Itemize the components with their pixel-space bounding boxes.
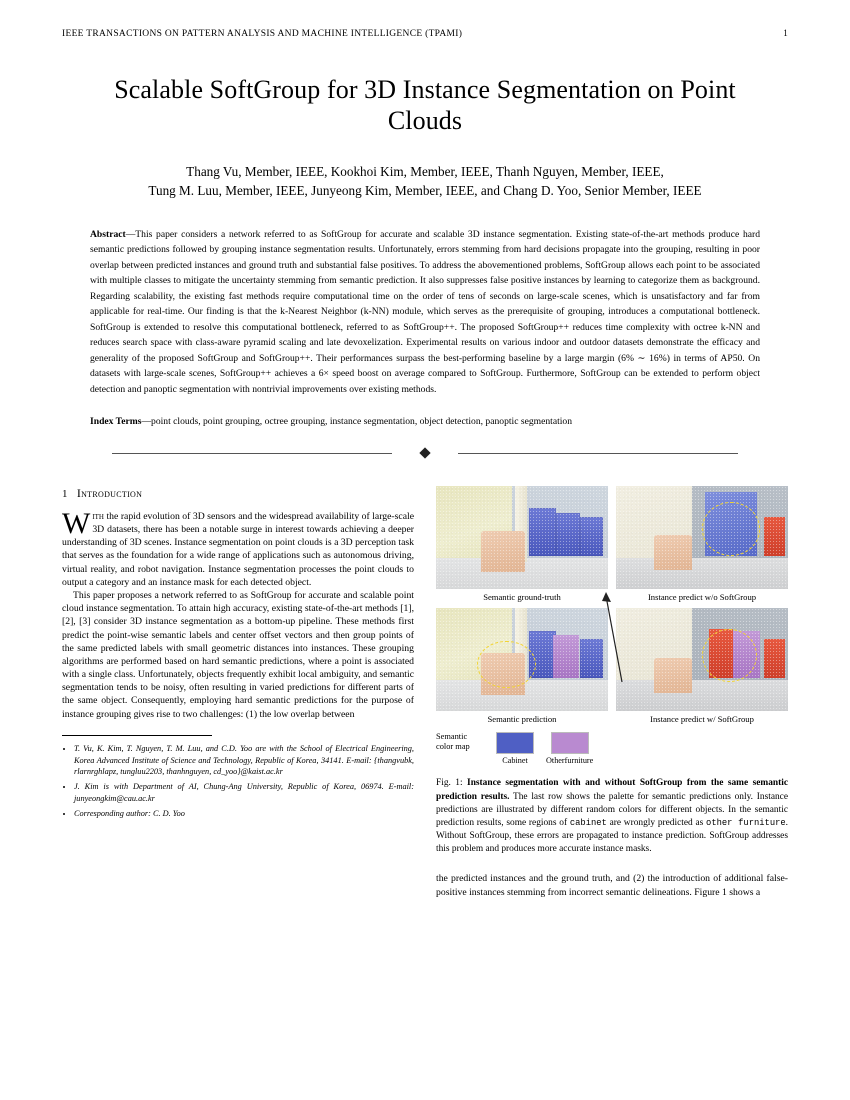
journal-name: IEEE TRANSACTIONS ON PATTERN ANALYSIS AND MACHINE INTELLIGENCE (TPAMI) [62,29,463,39]
swatch-label-otherfurniture: Otherfurniture [546,756,594,766]
section-divider [90,446,760,460]
page-content [62,28,788,1073]
figure-caption-mono-2: other furniture [706,817,786,828]
figure-number: Fig. 1: [436,778,463,789]
page-title: Scalable SoftGroup for 3D Instance Segmentation on Point Clouds [114,75,736,135]
author-list [72,162,778,200]
panel-caption: Semantic prediction [487,714,557,725]
color-map-label-line-2: color map [436,742,470,752]
panel-image-semantic-prediction [436,608,608,711]
panel-image-semantic-gt [436,486,608,589]
page-number: 1 [783,28,788,38]
footnote-item: • J. Kim is with Department of AI, Chung-Ang University, Republic of Korea, 06974. E-mail: junyeongkim@cau.ac.kr [74,781,414,805]
figure-panel-semantic-prediction [436,608,608,724]
panel-image-instance-without [616,486,788,589]
figure-caption-bold: Instance segmentation with and without SoftGroup from the same semantic prediction results. [436,778,788,802]
author-line-1: Thang Vu, Member, IEEE, Kookhoi Kim, Member, IEEE, Thanh Nguyen, Member, IEEE, [186,164,664,180]
figure-1 [436,486,788,857]
panel-image-instance-with [616,608,788,711]
arxiv-stamp [0,0,50,56]
figure-caption-rest-3: . Without SoftGroup, these errors are propagated to instance prediction. SoftGroup addresses this problem and produces more accurate instance masks. [436,817,788,855]
figure-panel-instance-without [616,486,788,602]
color-map-label-line-1: Semantic [436,732,468,742]
index-terms [90,414,760,429]
swatch-color-otherfurniture [551,732,589,754]
right-column [436,486,788,899]
swatch-label-cabinet: Cabinet [502,756,528,766]
divider-line-right [458,453,738,454]
section-number: 1 [62,487,68,500]
two-column-body [62,486,788,899]
section-heading [62,486,414,501]
swatch-color-cabinet [496,732,534,754]
figure-caption-rest-1: The last row shows the palette for semantic predictions only. Instance predictions are illustrated by different random colors for different objects. In the semantic prediction results, some regions of [436,791,788,828]
left-column [62,486,414,899]
panel-caption: Instance predict w/o SoftGroup [647,591,757,602]
footnote-item: • Corresponding author: C. D. Yoo [74,808,414,820]
intro-paragraph-3: the predicted instances and the ground truth, and (2) the introduction of additional false-positive instances stemming from incorrect semantic delineations. Figure 1 shows a [436,873,788,898]
panel-caption: Instance predict w/ SoftGroup [650,714,754,725]
drop-cap: W [62,506,91,540]
footnote-rule [62,735,212,736]
index-terms-label: Index Terms [90,416,142,428]
figure-panel-instance-with [616,608,788,724]
figure-panel-grid [436,486,788,725]
running-head [62,28,788,39]
abstract-text: —This paper considers a network referred to as SoftGroup for accurate and scalable 3D instance segmentation. Existing state-of-the-art methods produce hard semantic predictions followed by grouping instance segmentation results. Unfortunately, errors stemming from hard decisions propagate into the grouping, resulting in poor overlap between predicted instances and ground truth and substantial false positives. To address the abovementioned problems, SoftGroup allows each point to be associated with multiple classes to mitigate the uncertainty stemming from semantic prediction. It also suppresses false positive instances by learning to categorize them as background. Regarding scalability, the existing fast methods require computational time on the order of tens of seconds on large-scale scenes, which is unsatisfactory and far from applicable for real-time. Our finding is that the k-Nearest Neighbor (k-NN) module, which serves as the prerequisite of grouping, introduces a computational bottleneck. SoftGroup is extended to resolve this computational bottleneck, referred to as SoftGroup++. The proposed SoftGroup++ reduces time complexity with octree k-NN and reduces search space with class-aware pyramid scaling and late devoxelization. Experimental results on various indoor and outdoor datasets demonstrate the efficacy and generality of the proposed SoftGroup and SoftGroup++. Their performances surpass the best-performing baseline by a large margin (6% ∼ 16%) in terms of AP50. On datasets with large-scale scenes, SoftGroup++ achieves a 6× speed boost on average compared to SoftGroup. Furthermore, SoftGroup can be extended to perform object detection and panoptic segmentation with nontrivial improvements over existing methods. [90,228,760,395]
swatch-item-otherfurniture [546,732,593,765]
index-terms-text: —point clouds, point grouping, octree grouping, instance segmentation, object detection, panoptic segmentation [141,416,573,428]
figure-panel-semantic-gt [436,486,608,602]
intro-paragraph-1 [62,506,414,589]
figure-caption-rest-2: are wrongly predicted as [606,817,707,828]
footnote-item: • T. Vu, K. Kim, T. Nguyen, T. M. Luu, and C.D. Yoo are with the School of Electrical Engineering, Korea Advanced Institute of Science and Technology, Republic of Korea, 34141. E-mail: {thangvubk, rlarnrghlapz, tungluu2203, thanhnguyen, cd_yoo}@kaist.ac.kr [74,743,414,778]
footnotes [62,743,414,820]
intro-smallcaps: ith [92,510,104,522]
figure-caption-mono-1: cabinet [569,817,607,828]
section-title: Introduction [76,485,143,500]
right-column-tail [436,872,788,898]
swatch-group [496,732,593,765]
divider-line-left [112,453,392,454]
figure-caption [436,777,788,856]
color-map-label [436,732,488,752]
panel-caption: Semantic ground-truth [483,591,561,602]
intro-paragraph-2: This paper proposes a network referred to as SoftGroup for accurate and scalable point cloud instance segmentation. To attain high accuracy, existing state-of-the-art methods [1], [2], [3] consider 3D instance segmentation as a bottom-up pipeline. These methods first predict the point-wise semantic labels and center offset vectors and then group points of the same predicted labels with small geometric distances into instances. These grouping algorithms are performed based on hard semantic predictions, where a point is associated with a single class. Unfortunately, objects frequently exhibit local ambiguity, and semantic segmentation tends to be noisy, often resulting in varied predictions for different parts of the same object. Consequently, employing hard semantic predictions for the purpose of instance grouping gives rise to two challenges: (1) the low overlap between [62,589,414,720]
abstract-label: Abstract [90,228,126,240]
intro-paragraph-1-text: the rapid evolution of 3D sensors and the widespread availability of large-scale 3D datasets, there has been a notable surge in interest towards achieving a deeper understanding of 3D scenes. Instance segmentation on point clouds is a 3D perception task that serves as the foundation for a wide range of applications such as autonomous driving, virtual reality, and robot navigation. Instance segmentation processes the point clouds to output a category and an instance mask for each detected object. [62,510,414,588]
semantic-color-map [436,732,788,765]
swatch-item-cabinet [496,732,534,765]
abstract [90,227,760,398]
divider-diamond [419,447,430,458]
author-line-2: Tung M. Luu, Member, IEEE, Junyeong Kim, Member, IEEE, and Chang D. Yoo, Senior Member, IEEE [148,183,702,199]
